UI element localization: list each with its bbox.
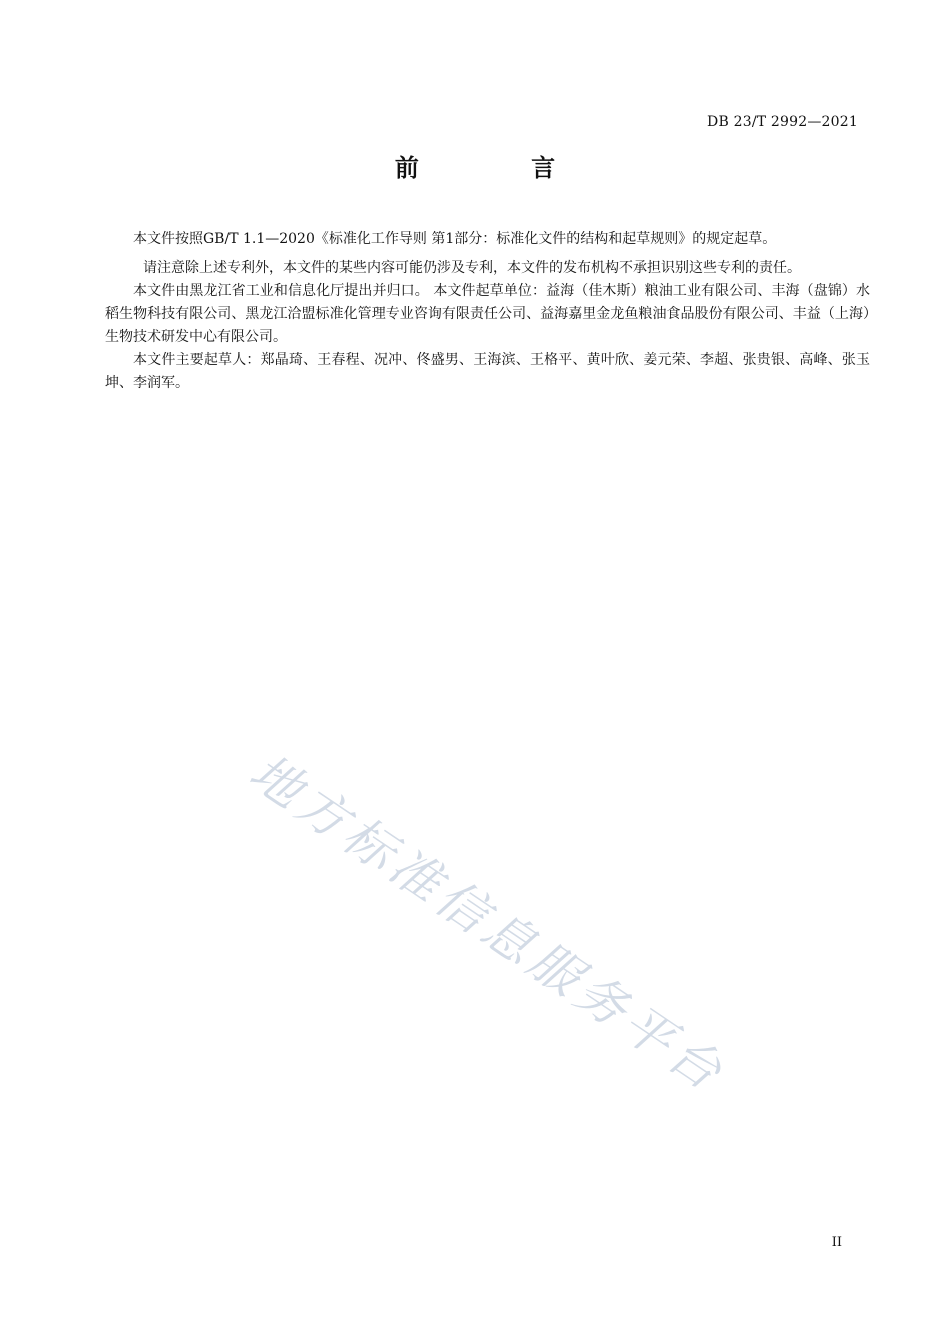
watermark: 地方标准信息服务平台 [239, 742, 737, 1104]
page-number: II [831, 1235, 842, 1250]
paragraph-drafting-units: 本文件由黑龙江省工业和信息化厅提出并归口。 本文件起草单位：益海（佳木斯）粮油工业有限公司、丰海（盘锦）水稻生物科技有限公司、黑龙江洽盟标准化管理专业咨询有限责任公司、益海嘉里金龙鱼粮油食品股份有限公司、丰益（上海）生物技术研发中心有限公司。 [105, 283, 870, 345]
section-title: 前 言 [394, 153, 608, 182]
foreword-body [105, 228, 870, 395]
paragraph-drafting-rules: 本文件按照GB/T 1.1—2020《标准化工作导则 第1部分：标准化文件的结构和起草规则》的规定起草。 [133, 231, 777, 247]
document-code: DB 23/T 2992—2021 [707, 114, 858, 130]
paragraph-drafters: 本文件主要起草人：郑晶琦、王春程、况冲、佟盛男、王海滨、王格平、黄叶欣、姜元荣、李超、张贵银、高峰、张玉坤、李润军。 [105, 352, 870, 391]
paragraph-patent-notice: 请注意除上述专利外，本文件的某些内容可能仍涉及专利，本文件的发布机构不承担识别这些专利的责任。 [143, 260, 801, 276]
